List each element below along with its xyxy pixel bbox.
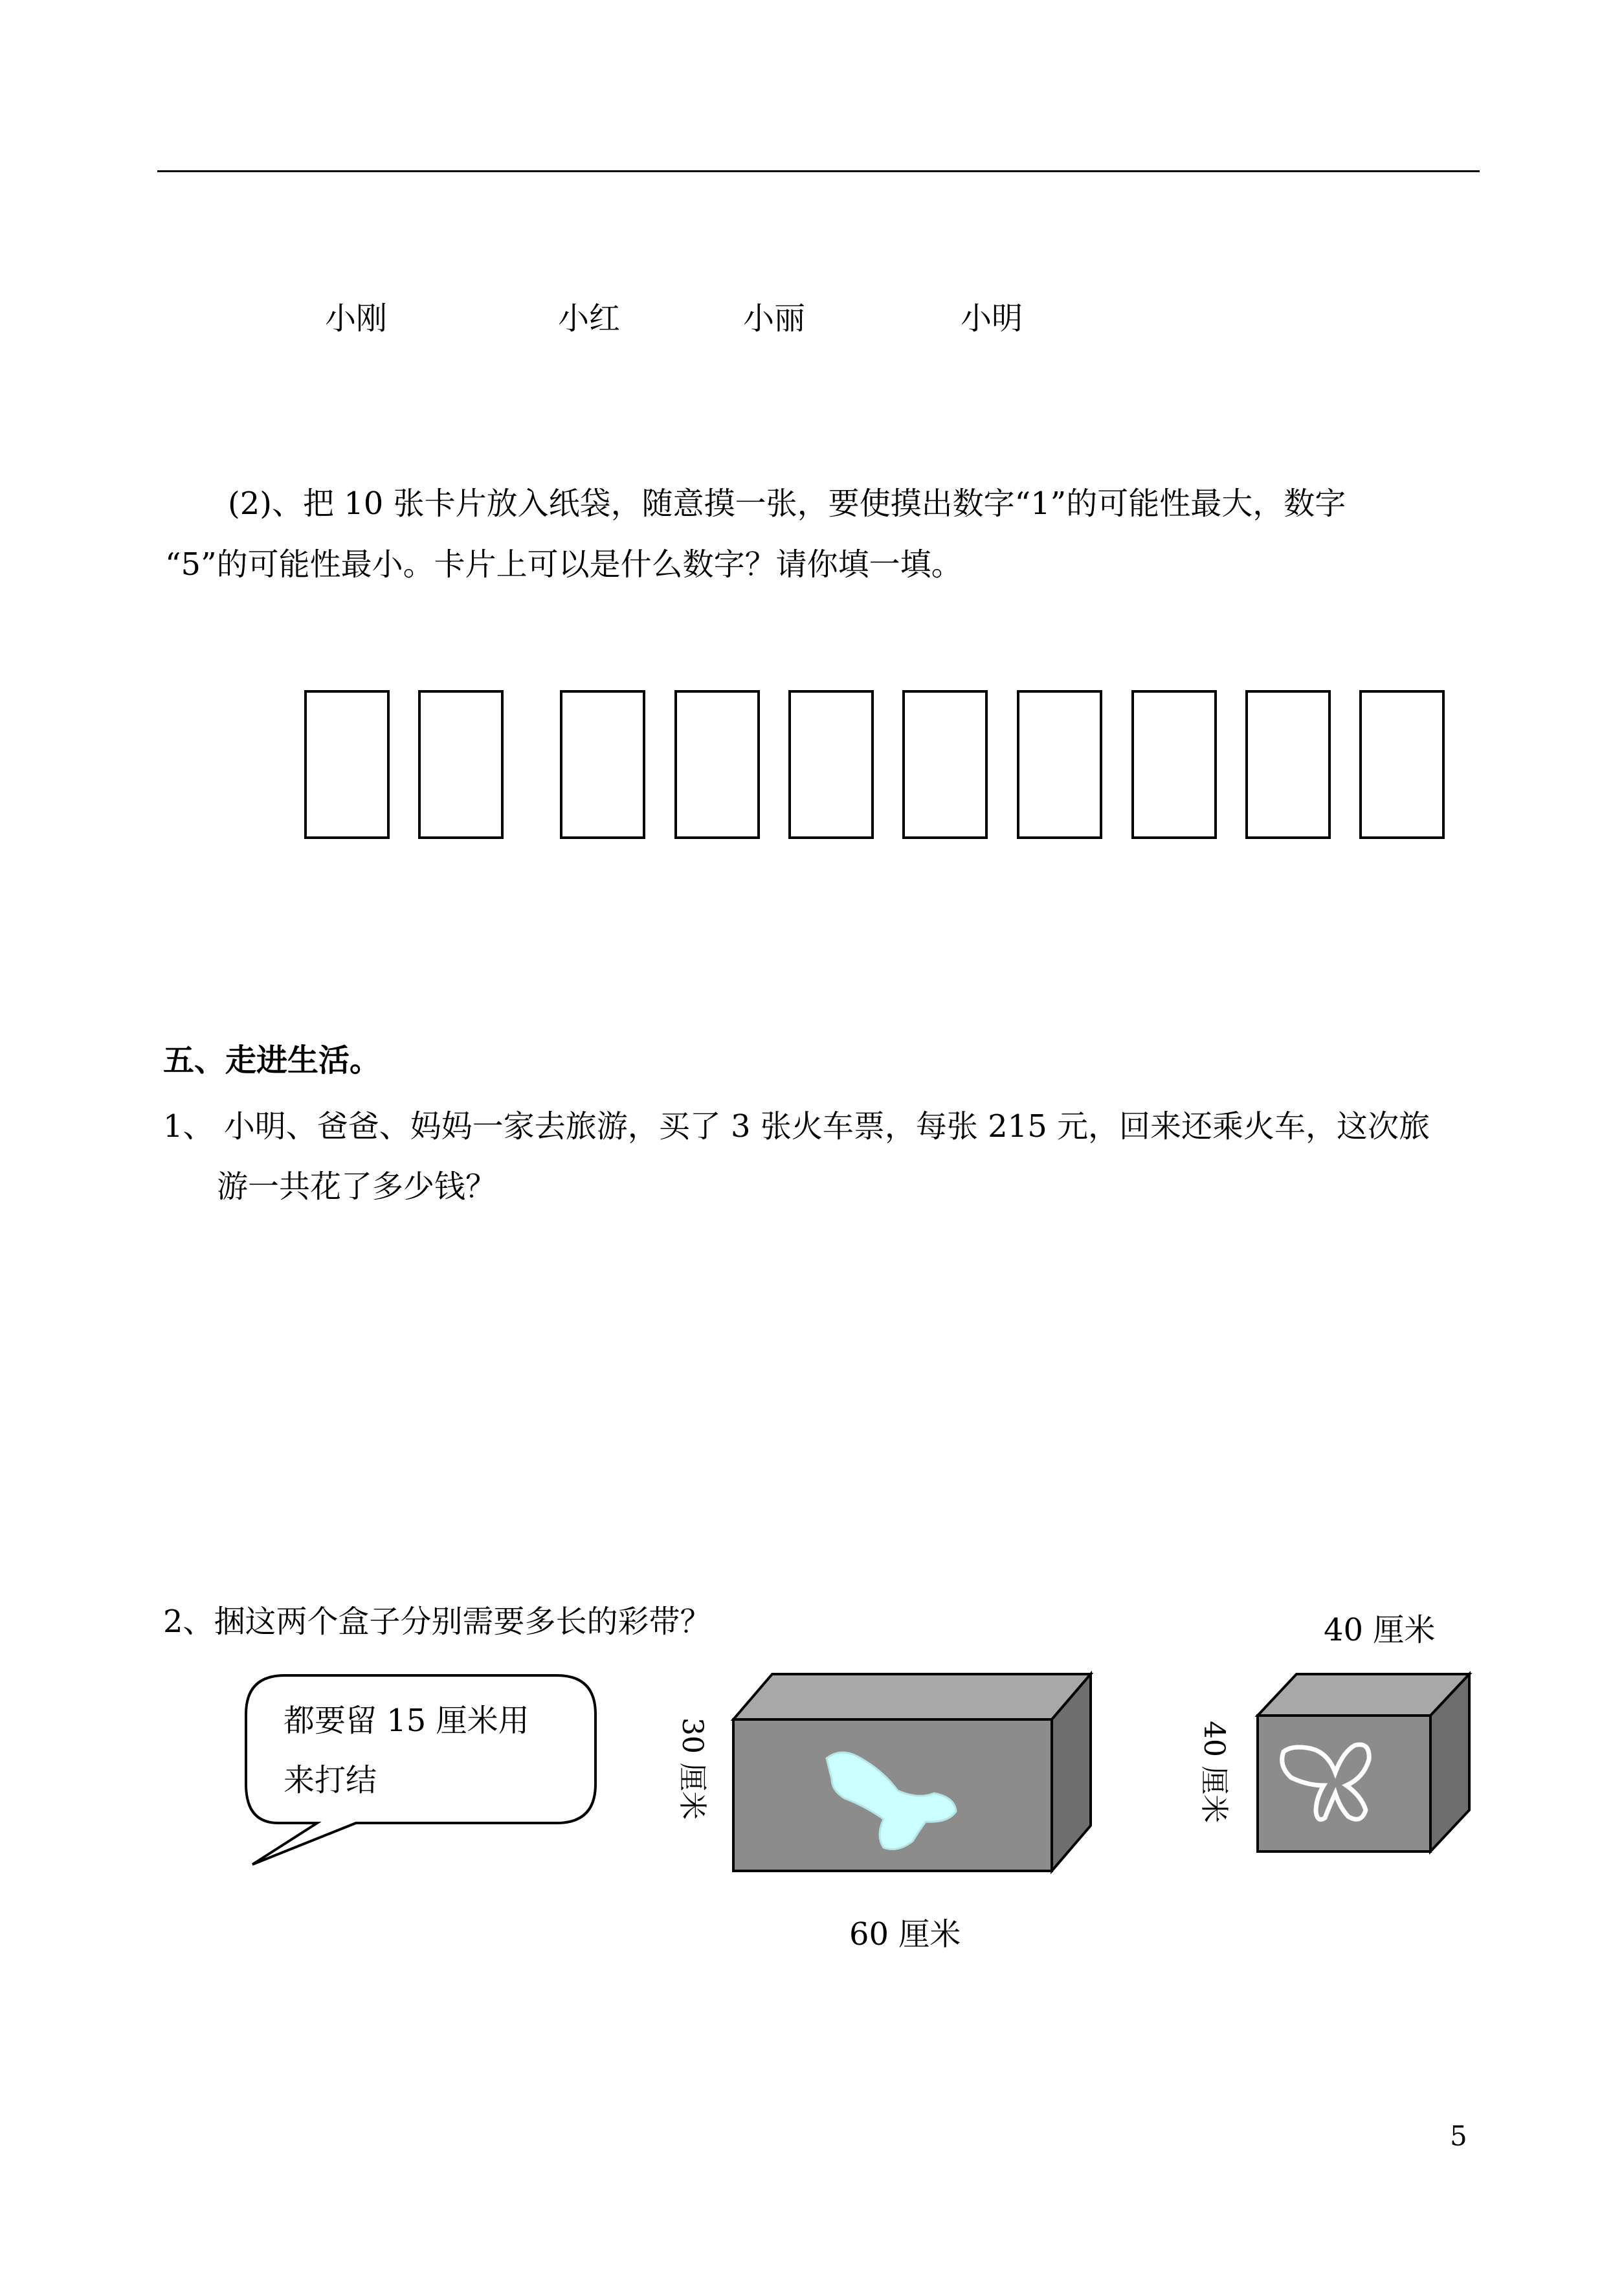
box-small-front [1258, 1716, 1430, 1851]
answer-card[interactable] [674, 690, 760, 839]
answer-card[interactable] [788, 690, 874, 839]
box-small [1252, 1669, 1476, 1857]
box-large [728, 1669, 1097, 1876]
header-rule [157, 170, 1480, 172]
box1-width-label: 60 厘米 [849, 1916, 961, 1952]
answer-card[interactable] [902, 690, 988, 839]
box1-height-label: 30 厘米 [675, 1717, 709, 1820]
name-xiaohong: 小红 [558, 300, 621, 337]
box2-top-label: 40 厘米 [1324, 1612, 1436, 1648]
box2-height-label: 40 厘米 [1197, 1721, 1230, 1823]
question2-line2: “5”的可能性最小。卡片上可以是什么数字？请你填一填。 [165, 546, 962, 583]
section5-q1-line1: 1、 小明、爸爸、妈妈一家去旅游，买了 3 张火车票，每张 215 元，回来还乘火车，这次旅 [163, 1108, 1430, 1145]
name-xiaogang: 小刚 [325, 300, 388, 337]
answer-card[interactable] [1245, 690, 1331, 839]
bubble-line1: 都要留 15 厘米用 [284, 1703, 529, 1739]
bubble-line2: 来打结 [284, 1762, 377, 1798]
section5-heading: 五、走进生活。 [163, 1042, 381, 1079]
answer-card[interactable] [560, 690, 645, 839]
box-large-top [733, 1674, 1091, 1719]
page-number: 5 [1450, 2120, 1467, 2152]
question2-line1: (2)、把 10 张卡片放入纸袋，随意摸一张，要使摸出数字“1”的可能性最大，数字 [228, 486, 1346, 522]
answer-card[interactable] [1359, 690, 1445, 839]
answer-card[interactable] [418, 690, 504, 839]
answer-card[interactable] [1131, 690, 1217, 839]
answer-card[interactable] [1017, 690, 1102, 839]
section5-q1-line2: 游一共花了多少钱？ [217, 1169, 497, 1205]
answer-card[interactable] [304, 690, 390, 839]
section5-q2: 2、捆这两个盒子分别需要多长的彩带？ [163, 1604, 711, 1640]
name-xiaoli: 小丽 [743, 300, 806, 337]
name-xiaoming: 小明 [961, 300, 1023, 337]
